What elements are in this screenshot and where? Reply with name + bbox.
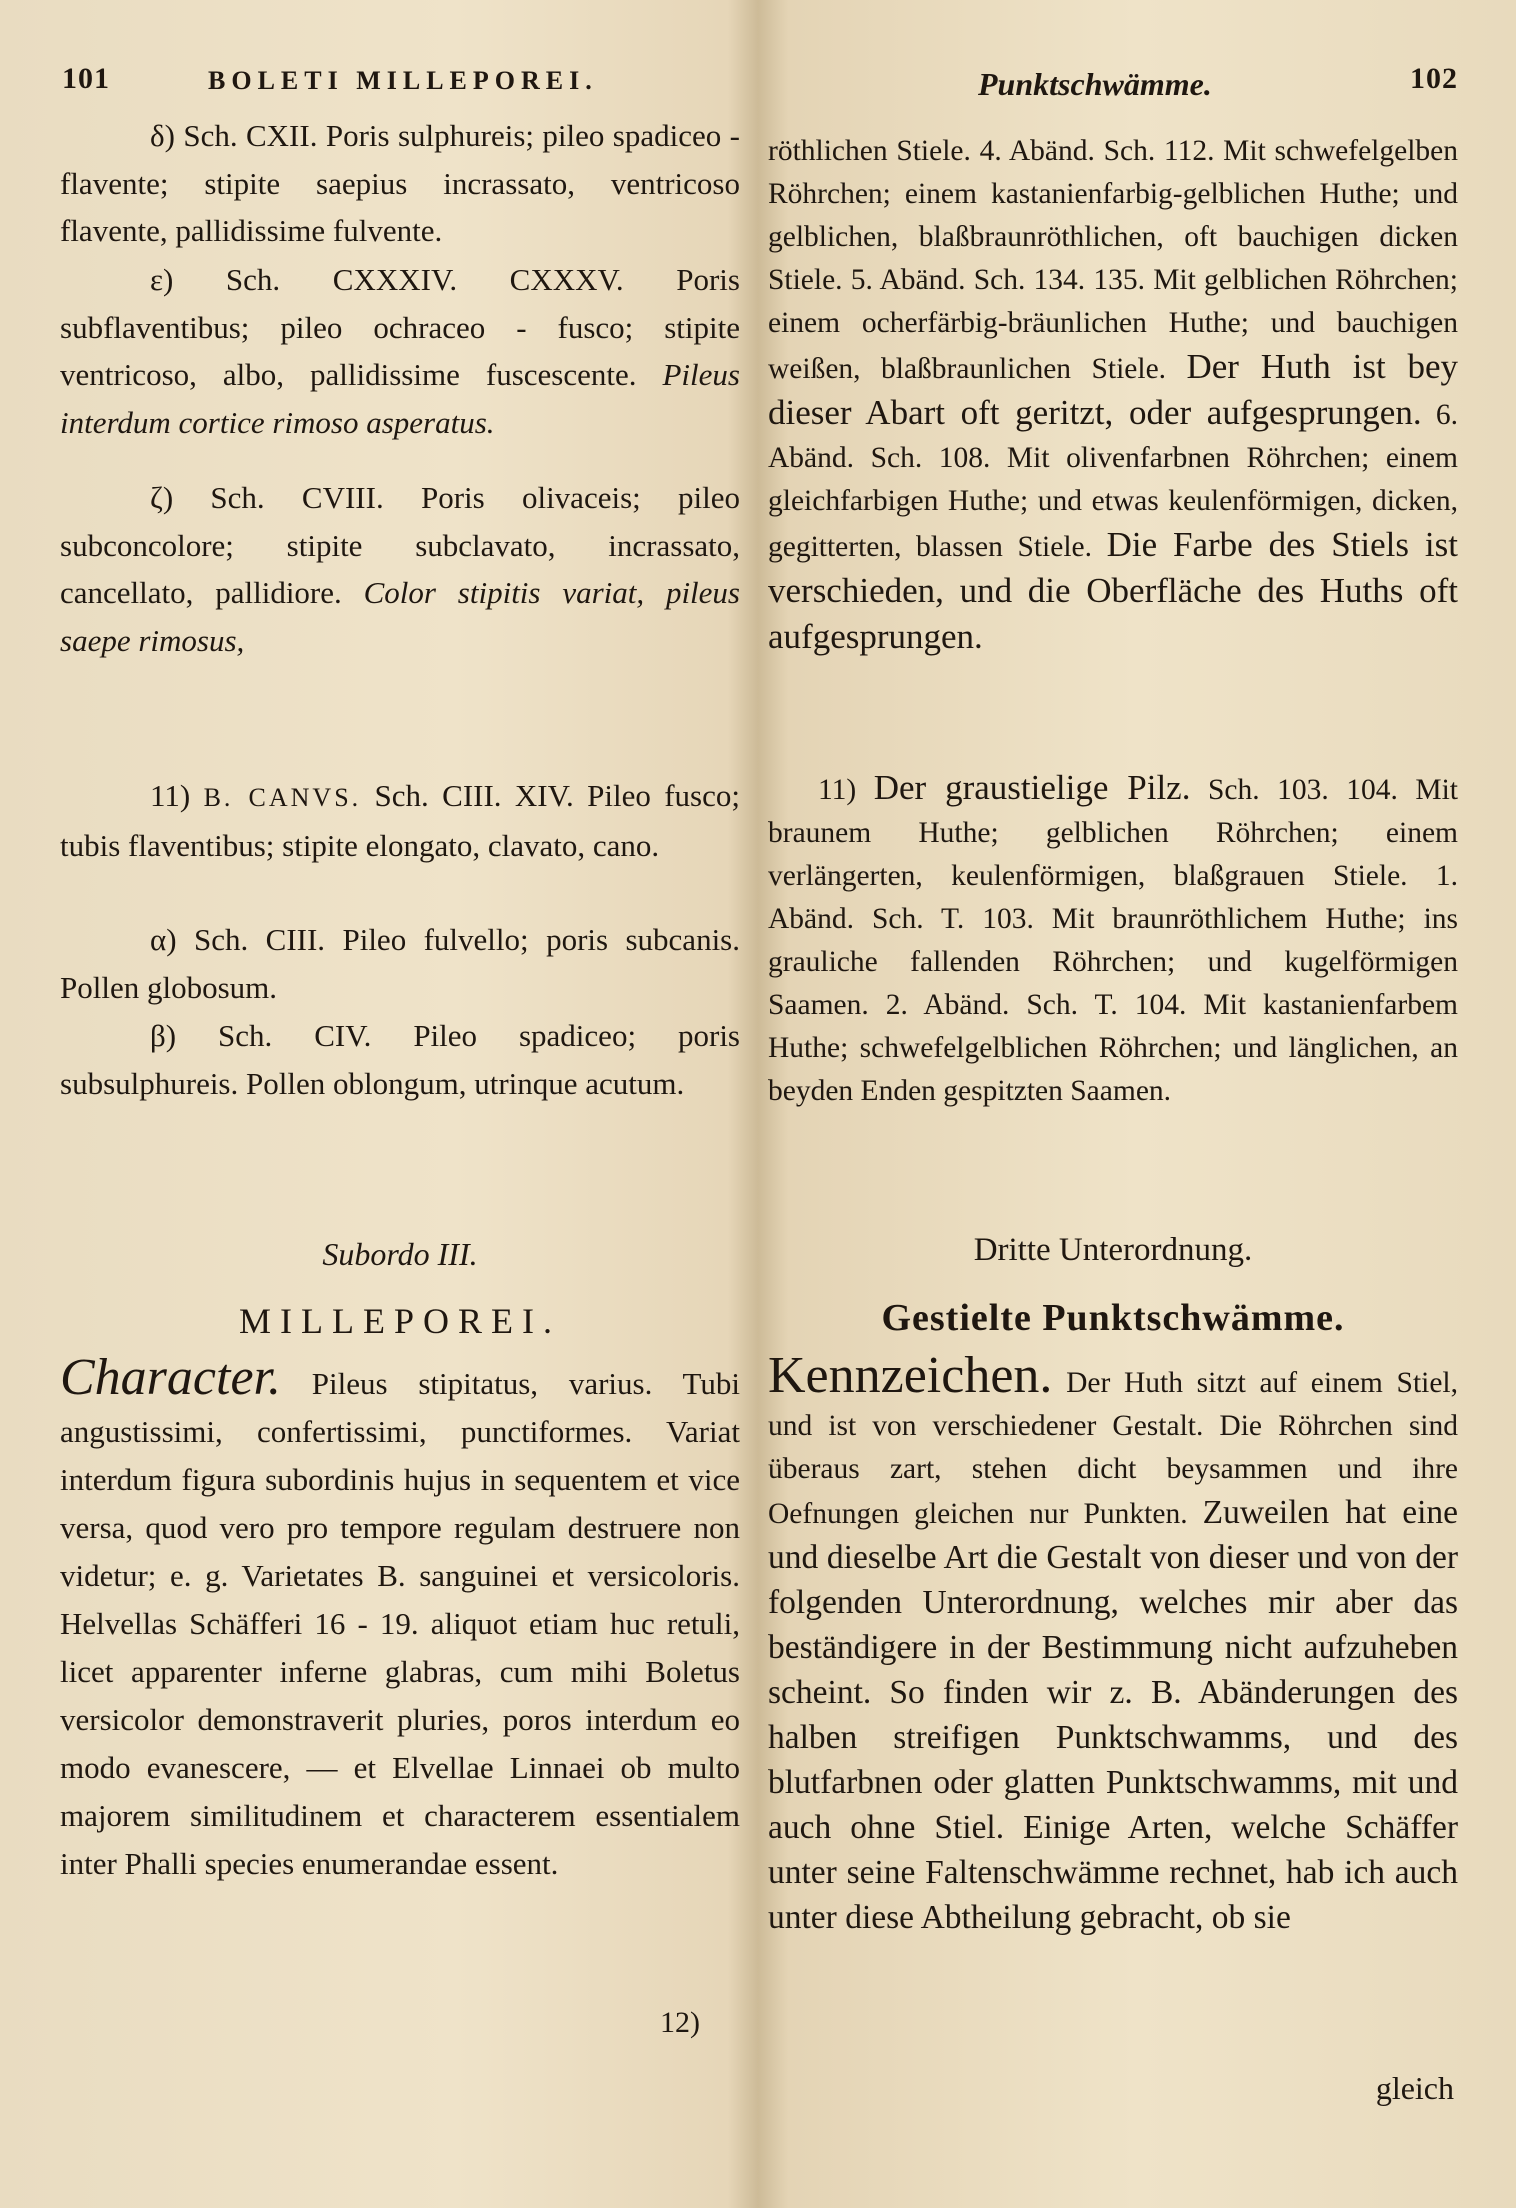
right-subordo-title: Gestielte Punktschwämme. [881,1297,1345,1339]
right-page [768,0,1468,2208]
left-running-title: BOLETI MILLEPOREI. [208,66,598,95]
left-catchword: 12) [660,2006,700,2039]
variety-epsilon-block [60,256,740,446]
right-page-number: 102 [1410,62,1458,95]
varieties-note: Der Huth ist bey dieser Abart oft geritzt, oder aufgesprungen. [768,347,1459,432]
variety-6-note: Die Farbe des Stiels ist verschieden, und die Oberfläche des Huths oft aufgesprungen. [768,525,1458,656]
species-11-german [768,766,1458,1113]
variety-zeta: ζ) Sch. CVIII. Poris olivaceis; pileo subconcolore; stipite subclavato, incrassato, cancellato, pallidiore. [60,480,740,610]
species-number: 11) [150,778,191,813]
species-name: B. CANVS. [203,783,362,812]
right-running-head [768,62,1468,106]
varieties-text: röthlichen Stiele. 4. Abänd. Sch. 112. Mit schwefelgelben Röhrchen; einem kastanienfarbig-gelblichen Huthe; und gelblichen, blaßbraunröthlichen, oft bauchigen dicken Stiele. 5. Abänd. Sch. 134. 135. Mit gelblichen Röhrchen; einem ocherfärbig-bräunlichen Huthe; und bauchigen weißen, blaßbraunlichen Stiele. [768,135,1458,385]
right-subordo-heading: Dritte Unterordnung. [973,1232,1253,1268]
variety-delta: δ) Sch. CXII. Poris sulphureis; pileo spadiceo - flavente; stipite saepius incrassato, ventricoso flavente, pallidissime fulvente. [60,118,740,248]
variety-beta: β) Sch. CIV. Pileo spadiceo; poris subsulphureis. Pollen oblongum, utrinque acutum. [60,1018,740,1101]
right-varieties-paragraph [768,130,1458,661]
species-name-de: Der graustielige Pilz. [873,768,1191,807]
species-description: Sch. CIII. XIV. Pileo fusco; tubis flaventibus; stipite elongato, clavato, cano. [60,778,740,863]
variety-zeta-block [60,474,740,664]
left-page-number: 101 [62,62,110,95]
character-paragraph [60,1349,741,1888]
species-11-latin [60,772,740,869]
variety-alpha: α) Sch. CIII. Pileo fulvello; poris subcanis. Pollen globosum. [60,922,740,1005]
variety-zeta-note: Color stipitis variat, pileus saepe rimosus, [60,575,740,658]
species-description-de: Sch. 103. 104. Mit braunem Huthe; gelblichen Röhrchen; einem verlängerten, keulenförmigen, blaßgrauen Stiele. 1. Abänd. Sch. T. 103. Mit braunröthlichem Huthe; ins grauliche fallenden Röhrchen; und kugelförmigen Saamen. 2. Abänd. Sch. T. 104. Mit kastanienfarbem Huthe; schwefelgelblichen Röhrchen; und länglichen, an beyden Enden gespitzten Saamen. [768,774,1459,1107]
character-text-de: Der Huth sitzt auf einem Stiel, und ist von verschiedener Gestalt. Die Röhrchen sind überaus zart, stehen dicht beysammen und ihre Oefnungen gleichen nur Punkten. [768,1367,1459,1530]
right-running-title: Punktschwämme. [978,66,1212,102]
species-number-de: 11) [818,774,857,806]
right-catchword: gleich [1375,2070,1454,2106]
subordo-title: MILLEPOREI. [239,1301,561,1341]
variety-epsilon-note: Pileus interdum cortice rimoso asperatus. [60,357,740,440]
variety-6-text: 6. Abänd. Sch. 108. Mit olivenfarbnen Röhrchen; einem gleichfarbigen Huthe; und etwas keulenförmigen, dicken, gegitterten, blassen Stiele. [768,399,1458,563]
character-text: Pileus stipitatus, varius. Tubi angustissimi, confertissimi, punctiformes. Variat interdum figura subordinis hujus in sequentem et vice versa, quod vero pro tempore regulam destruere non videtur; e. g. Varietates B. sanguinei et versicoloris. Helvellas Schäfferi 16 - 19. aliquot etiam huc retuli, licet apparenter inferne glabras, cum mihi Boletus versicolor demonstraverit pluries, poros interdum eo modo evanescere, — et Elvellae Linnaei ob multo majorem similitudinem et characterem essentialem inter Phalli species enumerandae essent. [60,1366,741,1881]
left-running-head [40,62,740,106]
left-page [40,0,740,2208]
right-character-paragraph [768,1347,1459,1941]
subordo-heading: Subordo III. [322,1236,478,1272]
character-note-de: Zuweilen hat eine und dieselbe Art die Gestalt von dieser und von der folgenden Unterordnung, welches mir aber das beständigere in der Bestimmung nicht aufzuheben scheint. So finden wir z. B. Abänderungen des halben streifigen Punktschwamms, und des blutfarbnen oder glatten Punktschwamms, mit und auch ohne Stiel. Einige Arten, welche Schäffer unter seine Faltenschwämme rechnet, hab ich auch unter diese Abtheilung gebracht, ob sie [768,1494,1458,1936]
character-label: Character. [60,1349,281,1406]
variety-epsilon: ε) Sch. CXXXIV. CXXXV. Poris subflaventibus; pileo ochraceo - fusco; stipite ventricoso, albo, pallidissime fuscescente. [60,262,740,392]
character-label-de: Kennzeichen. [768,1347,1053,1404]
